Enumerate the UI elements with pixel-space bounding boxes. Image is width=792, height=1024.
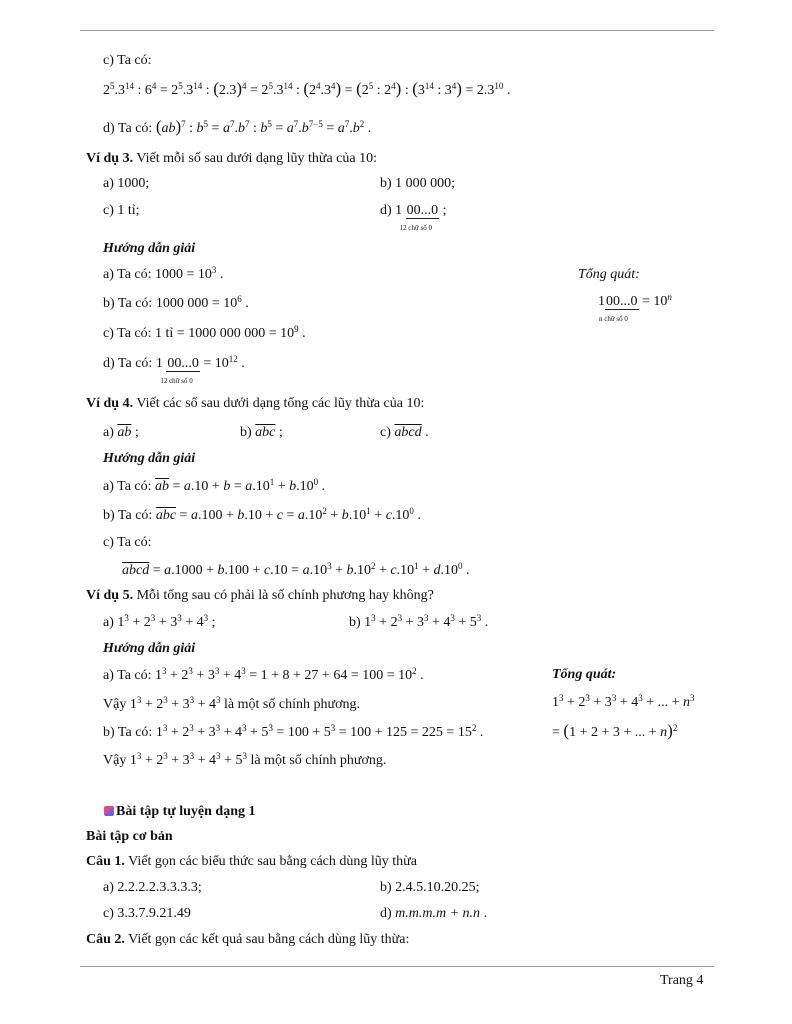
ex3-b: b) 1 000 000; (380, 176, 456, 191)
ex2-c-expression: $2^5.3^{14}$ : $6^4 = 2^5.3^{14}$ : $(2.3)^4 = 2^5.3^{14}$ : $(2^4.3^4) = (2^5$ : $2^4$) : ($3^{14}$ : $3^4) = 2.3^{10}$ . (103, 79, 511, 98)
ex4-c: c) abcd . (380, 425, 429, 440)
ex5-conclusion-b: Vậy $1^3 + 2^3 + 3^3 + 4^3 + 5^3$ là một số chính phương. (103, 751, 387, 768)
ex4-sol-a: a) Ta có: $\overline{ab} = a.10 + b = a.10^1 + b.10^0$ . (103, 477, 326, 494)
ex5-guide: Hướng dẫn giải (103, 641, 196, 656)
ex5-general-label: Tổng quát: (552, 667, 617, 682)
ex3-d: d) 1 00...0 12 chữ số 0 ; (380, 203, 447, 232)
ex3-sol-a: a) Ta có: $1000 = 10^3$ . (103, 265, 224, 282)
ex4-sol-b: b) Ta có: $\overline{abc} = a.100 + b.10 + c = a.10^2 + b.10^1 + c.10^0$ . (103, 506, 421, 523)
q1-b: b) 2.4.5.10.20.25; (380, 880, 480, 895)
ex5-heading: Ví dụ 5. Mỗi tổng sau có phải là số chính phương hay không? (86, 588, 434, 603)
exercise-basic-label: Bài tập cơ bản (86, 829, 173, 844)
ex3-c: c) 1 tỉ; (103, 203, 140, 218)
ex4-sol-c-label: c) Ta có: (103, 535, 152, 550)
ex3-general-formula: 100...0 n chữ số 0 = $10^n$ (598, 292, 672, 323)
ex3-heading: Ví dụ 3. Viết mỗi số sau dưới dạng lũy thừa của 10: (86, 151, 377, 166)
ex3-sol-c: c) Ta có: 1 tỉ = 1000 000 $000 = 10^9$ . (103, 324, 306, 341)
ex5-general-line2: = (1 + 2 + 3 + ... + n)$^2$ (552, 721, 678, 740)
ex3-a: a) 1000; (103, 176, 150, 191)
ex3-general-label: Tổng quát: (578, 267, 640, 282)
ex3-guide: Hướng dẫn giải (103, 241, 196, 256)
q2-heading: Câu 2. Viết gọn các kết quả sau bằng cách dùng lũy thừa: (86, 932, 410, 947)
bottom-rule (80, 966, 714, 967)
ex2-d-line: d) Ta có: (ab)$^7$ : $b^5 = a^7.b^7$ : $b^5 = a^7.b^{7-5} = a^7.b^2$ . (103, 117, 372, 136)
ex4-guide: Hướng dẫn giải (103, 451, 196, 466)
ex5-conclusion-a: Vậy $1^3 + 2^3 + 3^3 + 4^3$ là một số chính phương. (103, 695, 360, 712)
page-number: Trang 4 (660, 973, 704, 988)
ex3-sol-b: b) Ta có: 1000 $000 = 10^6$ . (103, 294, 249, 311)
section-bullet-icon (104, 806, 114, 816)
top-rule (80, 30, 714, 31)
q1-d: d) m.m.m.m + n.n . (380, 906, 488, 921)
ex5-general-line1: $1^3 + 2^3 + 3^3 + 4^3$ + ... + $n^3$ (552, 693, 695, 710)
ex4-sol-c-expression: abcd = $a.1000 + b.100 + c.10 = a.10^3 + b.10^2 + c.10^1 + d.10^0$ . (122, 561, 470, 578)
ex4-a: a) $\overline{ab}$ ; (103, 425, 139, 440)
ex5-a: a) $1^3 + 2^3 + 3^3 + 4^3$ ; (103, 613, 216, 630)
q1-a: a) 2.2.2.2.3.3.3.3; (103, 880, 202, 895)
ex3-sol-d: d) Ta có: 1 00...0 12 chữ số 0 = $10^{12}$ . (103, 354, 245, 385)
ex4-heading: Ví dụ 4. Viết các số sau dưới dạng tổng các lũy thừa của 10: (86, 396, 425, 411)
ex2-c-label: c) Ta có: (103, 53, 152, 68)
ex5-b: b) $1^3 + 2^3 + 3^3 + 4^3 + 5^3$ . (349, 613, 489, 630)
ex4-b: b) $\overline{abc}$ ; (240, 425, 283, 440)
q1-heading: Câu 1. Viết gọn các biểu thức sau bằng cách dùng lũy thừa (86, 854, 417, 869)
exercise-section-title: Bài tập tự luyện dạng 1 (104, 803, 256, 821)
ex5-sol-a: a) Ta có: $1^3 + 2^3 + 3^3 + 4^3 = 1 + 8 + 27 + 64 = 100 = 10^2$ . (103, 666, 424, 683)
q1-c: c) 3.3.7.9.21.49 (103, 906, 191, 921)
ex5-sol-b: b) Ta có: $1^3 + 2^3 + 3^3 + 4^3 + 5^3 = 100 + 5^3 = 100 + 125 = 225 = 15^2$ . (103, 723, 484, 740)
